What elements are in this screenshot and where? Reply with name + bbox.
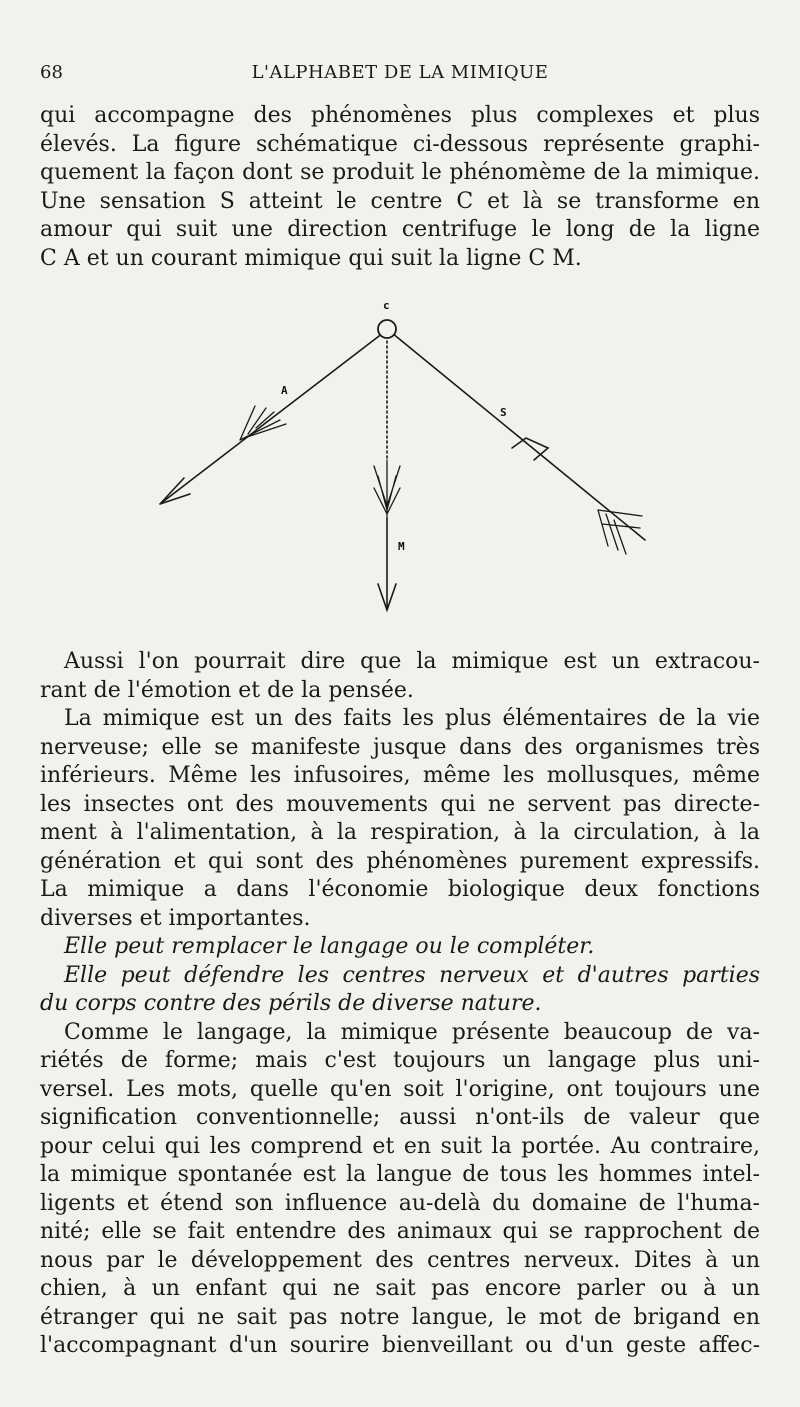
line-ca [160,333,383,504]
text-line: inférieurs. Même les infusoires, même les mollusques, même [40,763,760,788]
text-line: quement la façon dont se produit le phénomème de la mimique. [40,160,760,185]
text-line: versel. Les mots, quelle qu'en soit l'origine, ont toujours une [40,1076,760,1102]
text-line: chien, à un enfant qui ne sait pas encore parler ou à un [40,1276,760,1301]
text-line: les insectes ont des mouvements qui ne servent pas directe- [40,791,760,817]
running-title: L'ALPHABET DE LA MIMIQUE [251,62,549,83]
text-line: amour qui suit une direction centrifuge le long de la ligne [40,217,760,242]
text-line: nité; elle se fait entendre des animaux qui se rapprochent de [40,1219,760,1244]
text-line: La mimique a dans l'économie biologique deux fonctions [40,877,760,902]
text-line: Elle peut remplacer le langage ou le compléter. [64,934,595,959]
label-c: c [383,299,390,312]
text-line: Une sensation S atteint le centre C et là se transforme en [40,188,760,214]
text-line: La mimique est un des faits les plus élémentaires de la vie [64,706,760,731]
text-line: la mimique spontanée est la langue de tous les hommes intel- [40,1162,760,1187]
arrow-diagram [140,288,660,628]
text-line: génération et qui sont des phénomènes purement expressifs. [40,848,760,874]
body-text [40,648,760,1361]
text-line: riétés de forme; mais c'est toujours un langage plus uni- [40,1048,760,1073]
text-line: pour celui qui les comprend et en suit la portée. Au contraire, [40,1133,760,1159]
text-line: qui accompagne des phénomènes plus complexes et plus [40,103,760,128]
text-line: Comme le langage, la mimique présente beaucoup de va- [64,1019,760,1045]
text-line: ligents et étend son influence au-delà du domaine de l'huma- [40,1190,760,1216]
text-line: étranger qui ne sait pas notre langue, le mot de brigand en [40,1304,760,1330]
text-line: signification conventionnelle; aussi n'ont-ils de valeur que [40,1105,760,1130]
label-a: A [281,384,288,397]
feather-a [240,406,286,440]
text-line: l'accompagnant d'un sourire bienveillant ou d'un geste affec- [40,1333,760,1358]
page-header [40,62,760,88]
center-node [378,320,396,338]
text-line: C A et un courant mimique qui suit la ligne C M. [40,245,582,271]
text-line: diverses et importantes. [40,905,311,931]
text-line: rant de l'émotion et de la pensée. [40,677,414,703]
text-line: Elle peut défendre les centres nerveux et d'autres parties [64,962,760,988]
text-line: du corps contre des périls de diverse nature. [40,991,542,1016]
text-line: élevés. La figure schématique ci-dessous représente graphi- [40,131,760,157]
line-cs [392,333,645,540]
text-line: Aussi l'on pourrait dire que la mimique est un extracou- [64,649,760,674]
feather-m [374,460,400,518]
text-line: nous par le développement des centres nerveux. Dites à un [40,1247,760,1273]
schematic-figure [140,288,660,628]
page-number: 68 [40,62,63,83]
arrowhead-a [160,478,190,504]
text-line: ment à l'alimentation, à la respiration, à la circulation, à la [40,820,760,845]
paragraph-top [40,102,760,273]
label-m: M [398,540,405,553]
text-line: nerveuse; elle se manifeste jusque dans des organismes très [40,734,760,760]
label-s: S [500,406,507,419]
